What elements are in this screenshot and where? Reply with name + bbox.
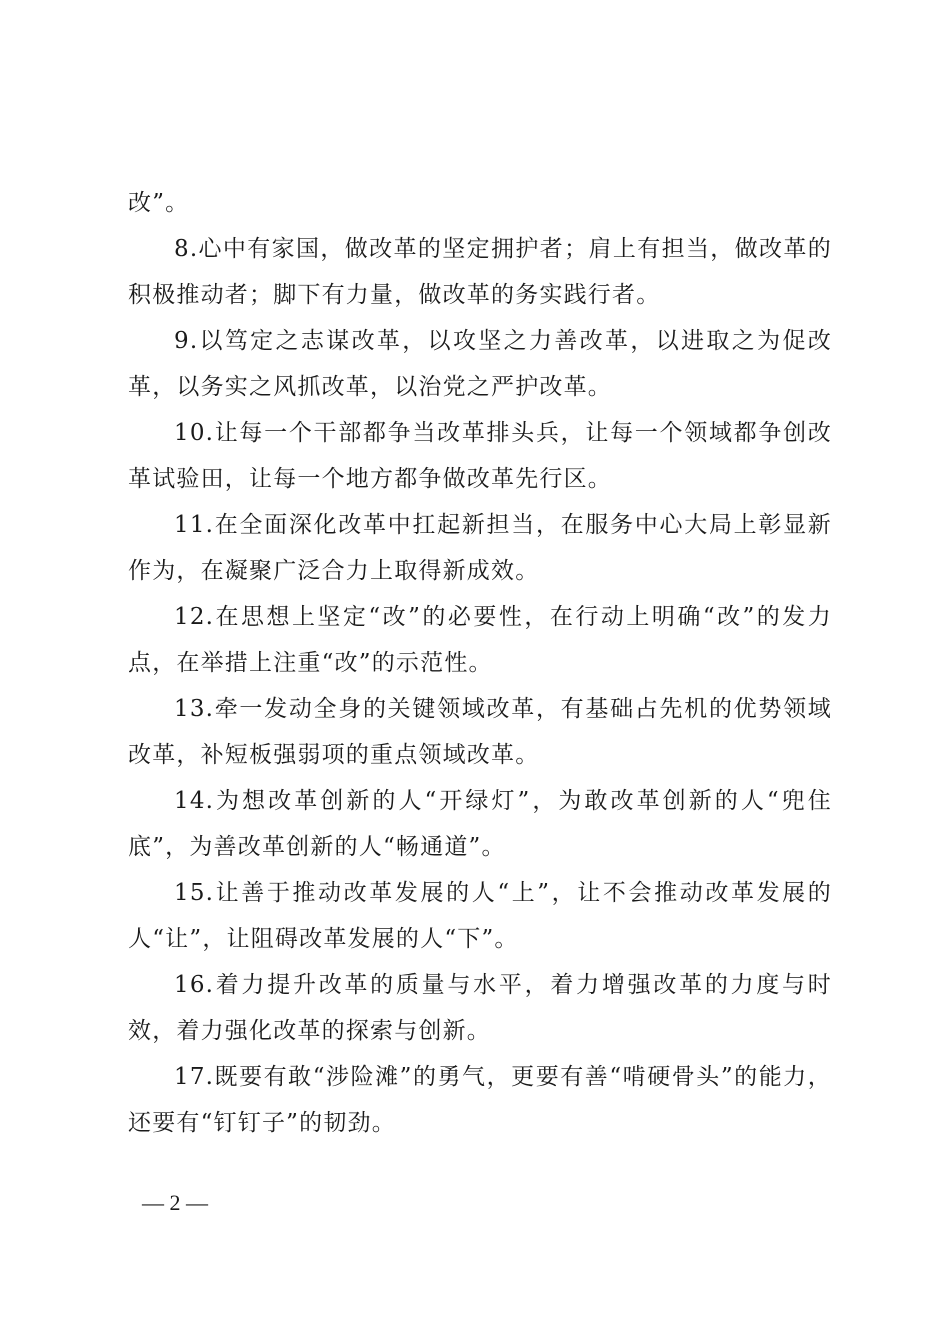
paragraph-13: 13.牵一发动全身的关键领域改革，有基础占先机的优势领域改革，补短板强弱项的重点领域改革。 bbox=[128, 696, 832, 768]
paragraph-9: 9.以笃定之志谋改革，以攻坚之力善改革，以进取之为促改革，以务实之风抓改革，以治党之严护改革。 bbox=[128, 328, 832, 400]
paragraph-14: 14.为想改革创新的人“开绿灯”，为敢改革创新的人“兜住底”，为善改革创新的人“畅通道”。 bbox=[128, 788, 832, 860]
paragraph-16: 16.着力提升改革的质量与水平，着力增强改革的力度与时效，着力强化改革的探索与创新。 bbox=[128, 972, 832, 1044]
paragraph-11: 11.在全面深化改革中扛起新担当，在服务中心大局上彰显新作为，在凝聚广泛合力上取得新成效。 bbox=[128, 512, 832, 584]
paragraph-8: 8.心中有家国，做改革的坚定拥护者；肩上有担当，做改革的积极推动者；脚下有力量，做改革的务实践行者。 bbox=[128, 236, 832, 308]
paragraph-15: 15.让善于推动改革发展的人“上”，让不会推动改革发展的人“让”，让阻碍改革发展的人“下”。 bbox=[128, 880, 832, 952]
page-number: — 2 — bbox=[142, 1190, 208, 1215]
paragraph-12: 12.在思想上坚定“改”的必要性，在行动上明确“改”的发力点，在举措上注重“改”的示范性。 bbox=[128, 604, 832, 676]
document-body bbox=[128, 180, 832, 1146]
paragraph-10: 10.让每一个干部都争当改革排头兵，让每一个领域都争创改革试验田，让每一个地方都争做改革先行区。 bbox=[128, 420, 832, 492]
paragraph-17: 17.既要有敢“涉险滩”的勇气，更要有善“啃硬骨头”的能力，还要有“钉钉子”的韧劲。 bbox=[128, 1064, 832, 1136]
continuation-line: 改”。 bbox=[128, 190, 190, 216]
